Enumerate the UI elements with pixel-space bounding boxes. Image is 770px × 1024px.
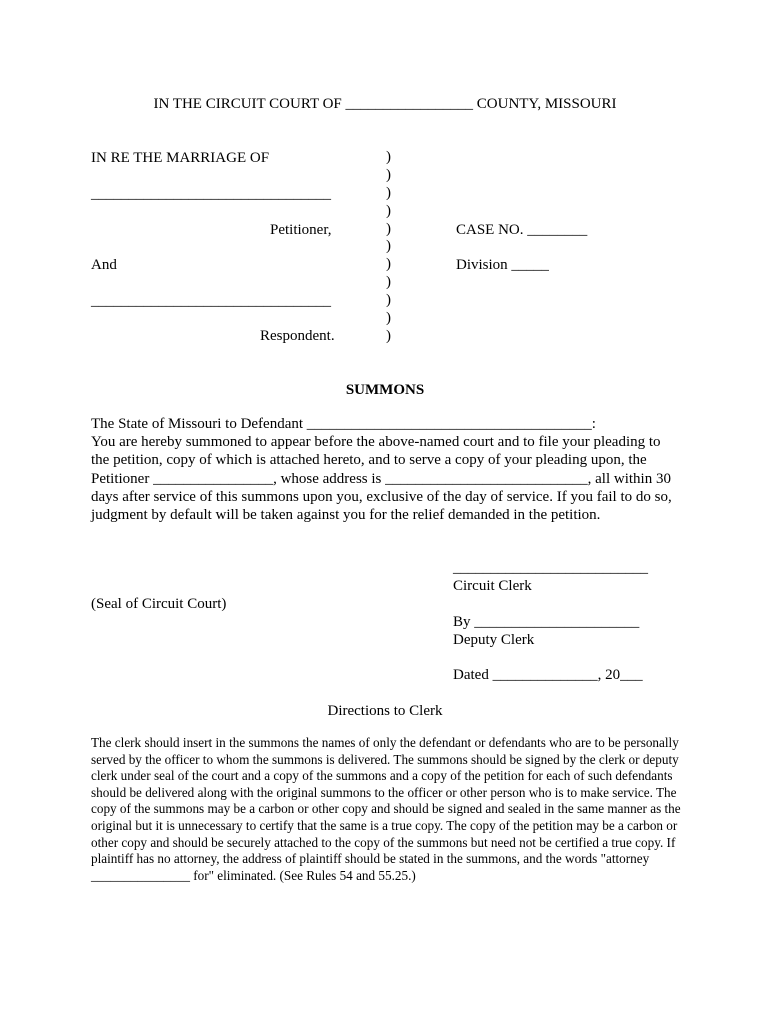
dated-field: Dated ______________, 20___ bbox=[453, 667, 643, 683]
caption-paren: ) bbox=[386, 184, 391, 201]
caption-paren: ) bbox=[386, 310, 391, 327]
court-title: IN THE CIRCUIT COURT OF _________________ COUNTY, MISSOURI bbox=[153, 96, 617, 112]
division-field: Division _____ bbox=[456, 257, 549, 273]
in-re-marriage-label: IN RE THE MARRIAGE OF bbox=[91, 150, 270, 166]
caption-paren: ) bbox=[386, 202, 391, 219]
directions-text: The clerk should insert in the summons the names of only the defendant or defendants who are to be personally served by the officer to whom the summons is delivered. The summons should be signed by the clerk or deputy clerk under seal of the court and a copy of the summons and a copy of the petition for each of such defendants should be delivered along with the original summons to the officer or other person who is to make service. The copy of the summons may be a carbon or other copy and should be signed and sealed in the same manner as the original but it is unnecessary to certify that the same is a true copy. The copy of the petition may be a carbon or other copy and should be securely attached to the copy of the summons but need not be certified a true copy. If plaintiff has no attorney, the address of plaintiff should be stated in the summons, and the words "attorney _______________ for" eliminated. (See Rules 54 and 55.25.) bbox=[91, 735, 681, 883]
caption-parenthesis-column bbox=[386, 149, 398, 346]
caption-paren: ) bbox=[386, 327, 391, 344]
caption-paren: ) bbox=[386, 238, 391, 255]
deputy-clerk-label: Deputy Clerk bbox=[453, 632, 535, 648]
seal-label: (Seal of Circuit Court) bbox=[91, 596, 227, 612]
clerk-signature-line: __________________________ bbox=[453, 560, 648, 576]
caption-paren: ) bbox=[386, 256, 391, 273]
petitioner-label: Petitioner, bbox=[270, 222, 332, 238]
caption-paren: ) bbox=[386, 220, 391, 237]
respondent-label: Respondent. bbox=[260, 328, 335, 344]
petitioner-name-line: ________________________________ bbox=[91, 186, 331, 202]
caption-paren: ) bbox=[386, 274, 391, 291]
summons-body bbox=[91, 415, 681, 524]
circuit-clerk-label: Circuit Clerk bbox=[453, 578, 532, 594]
summons-heading: SUMMONS bbox=[345, 382, 425, 398]
directions-heading: Directions to Clerk bbox=[327, 703, 443, 719]
summons-defendant-line: The State of Missouri to Defendant ______________________________________: bbox=[91, 416, 596, 432]
deputy-signature-line: By ______________________ bbox=[453, 614, 640, 630]
respondent-name-line: ________________________________ bbox=[91, 293, 331, 309]
summons-paragraph: You are hereby summoned to appear before the above-named court and to file your pleading to the petition, copy of which is attached hereto, and to serve a copy of your pleading upon, the Petitioner ________________, whose address is ___________________________, all within 30 days after service of this summons upon you, exclusive of the day of service. If you fail to do so, judgment by default will be taken against you for the relief demanded in the petition. bbox=[91, 434, 672, 524]
caption-paren: ) bbox=[386, 292, 391, 309]
caption-paren: ) bbox=[386, 166, 391, 183]
and-label: And bbox=[91, 257, 117, 273]
caption-paren: ) bbox=[386, 149, 391, 165]
case-number-field: CASE NO. ________ bbox=[456, 222, 588, 238]
